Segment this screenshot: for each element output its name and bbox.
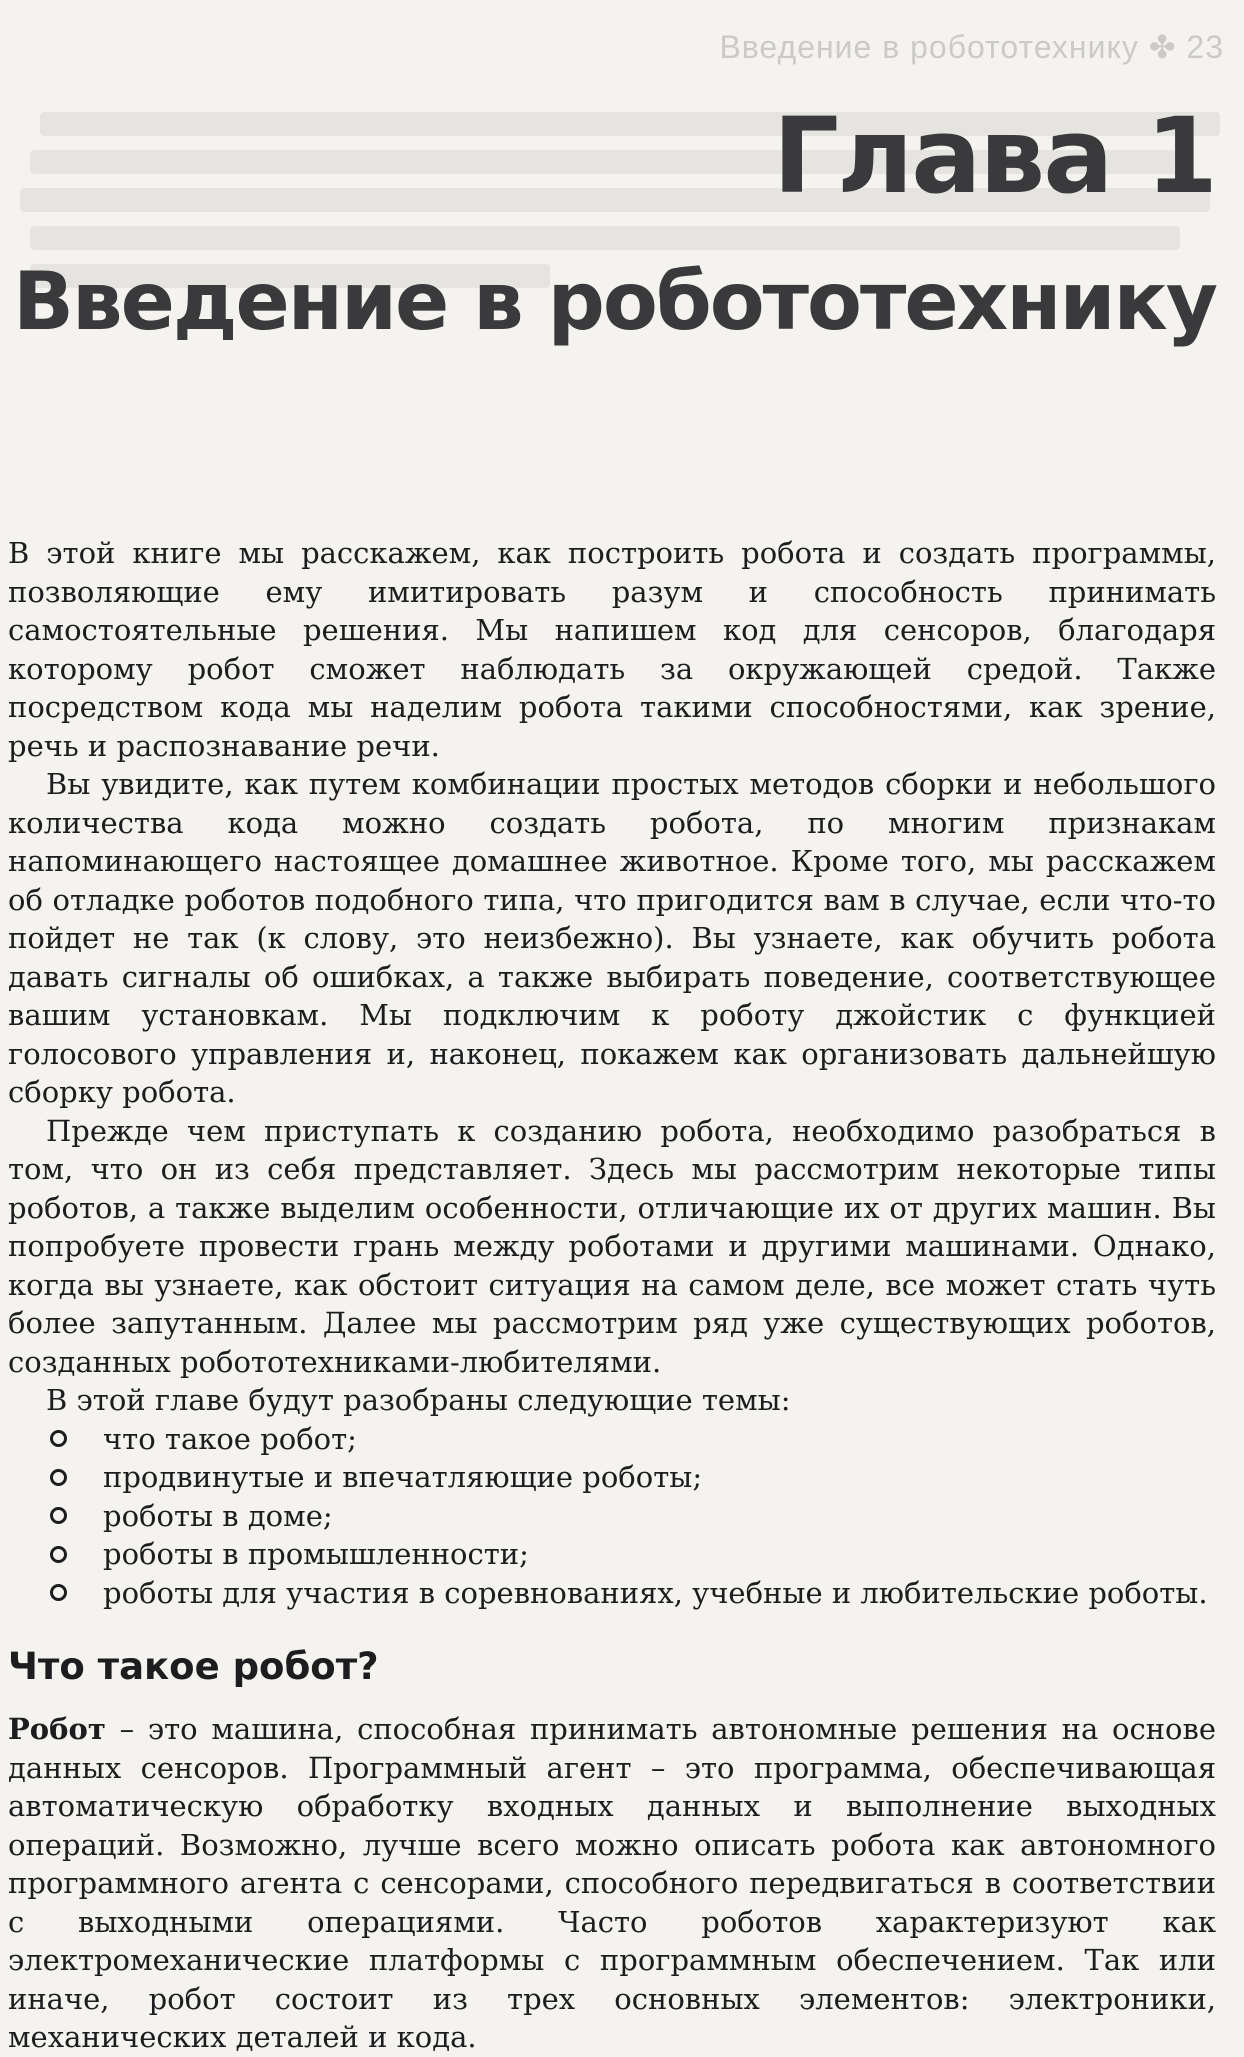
topics-list — [8, 1420, 1216, 1613]
list-item — [50, 1497, 1216, 1536]
list-item-text: роботы в промышленности; — [103, 1537, 529, 1571]
circle-bullet-icon — [50, 1469, 67, 1486]
list-item — [50, 1458, 1216, 1497]
chapter-number: Глава 1 — [772, 95, 1216, 217]
show-through-running-header: Введение в робототехнику ✤ 23 — [719, 29, 1224, 65]
intro-paragraph: Прежде чем приступать к созданию робота, необходимо разобраться в том, что он из себя представляет. Здесь мы рассмотрим некоторые типы роботов, а также выделим особенности, отличающие их от других машин. Вы попробуете провести грань между роботами и другими машинами. Однако, когда вы узнаете, как обстоит ситуация на самом деле, все может стать чуть более запутанным. Далее мы рассмотрим ряд уже существующих роботов, созданных робототехниками-любителями. — [8, 1113, 1216, 1379]
chapter-heading — [12, 95, 1216, 352]
defined-term: Робот — [8, 1712, 106, 1746]
page-body — [8, 534, 1216, 2057]
intro-paragraph: Вы увидите, как путем комбинации простых методов сборки и небольшого количества кода можно создать робота, по многим признакам напоминающего настоящее домашнее животное. Кроме того, мы расскажем об отладке роботов подобного типа, что пригодится вам в случае, если что-то пойдет не так (к слову, это неизбежно). Вы узнаете, как обучить робота давать сигналы об ошибках, а также выбирать поведение, соответствующее вашим установкам. Мы подключим к роботу джойстик с функцией голосового управления и, наконец, покажем как организовать дальнейшую сборку робота. — [8, 767, 1216, 1109]
list-item-text: роботы для участия в соревнованиях, учебные и любительские роботы. — [103, 1575, 1208, 1610]
section-heading: Что такое робот? — [8, 1645, 379, 1688]
list-item-text: продвинутые и впечатляющие роботы; — [103, 1460, 703, 1494]
circle-bullet-icon — [50, 1430, 67, 1447]
circle-bullet-icon — [50, 1507, 67, 1524]
list-item-text: что такое робот; — [103, 1421, 357, 1456]
list-item — [50, 1535, 1216, 1574]
topics-lead: В этой главе будут разобраны следующие темы: — [46, 1383, 791, 1417]
circle-bullet-icon — [50, 1546, 67, 1563]
section-paragraph-text: – это машина, способная принимать автономные решения на основе данных сенсоров. Программный агент – это программа, обеспечивающая автоматическую обработку входных данных и выполнение выходных операций. Возможно, лучше всего можно описать робота как автономного программного агента с сенсорами, способного передвигаться в соответствии с выходными операциями. Часто роботов характеризуют как электромеханические платформы с программным обеспечением. Так или иначе, робот состоит из трех основных элементов: электроники, механических деталей и кода. — [8, 1712, 1216, 2054]
intro-paragraph: В этой книге мы расскажем, как построить робота и создать программы, позволяющие ему имитировать разум и способность принимать самостоятельные решения. Мы напишем код для сенсоров, благодаря которому робот сможет наблюдать за окружающей средой. Также посредством кода мы наделим робота такими способностями, как зрение, речь и распознавание речи. — [8, 536, 1216, 763]
chapter-title: Введение в робототехнику — [12, 255, 1216, 348]
circle-bullet-icon — [50, 1584, 67, 1601]
list-item — [50, 1574, 1216, 1613]
list-item — [50, 1420, 1216, 1459]
list-item-text: роботы в доме; — [103, 1498, 333, 1533]
section-paragraph — [8, 1710, 1216, 2057]
